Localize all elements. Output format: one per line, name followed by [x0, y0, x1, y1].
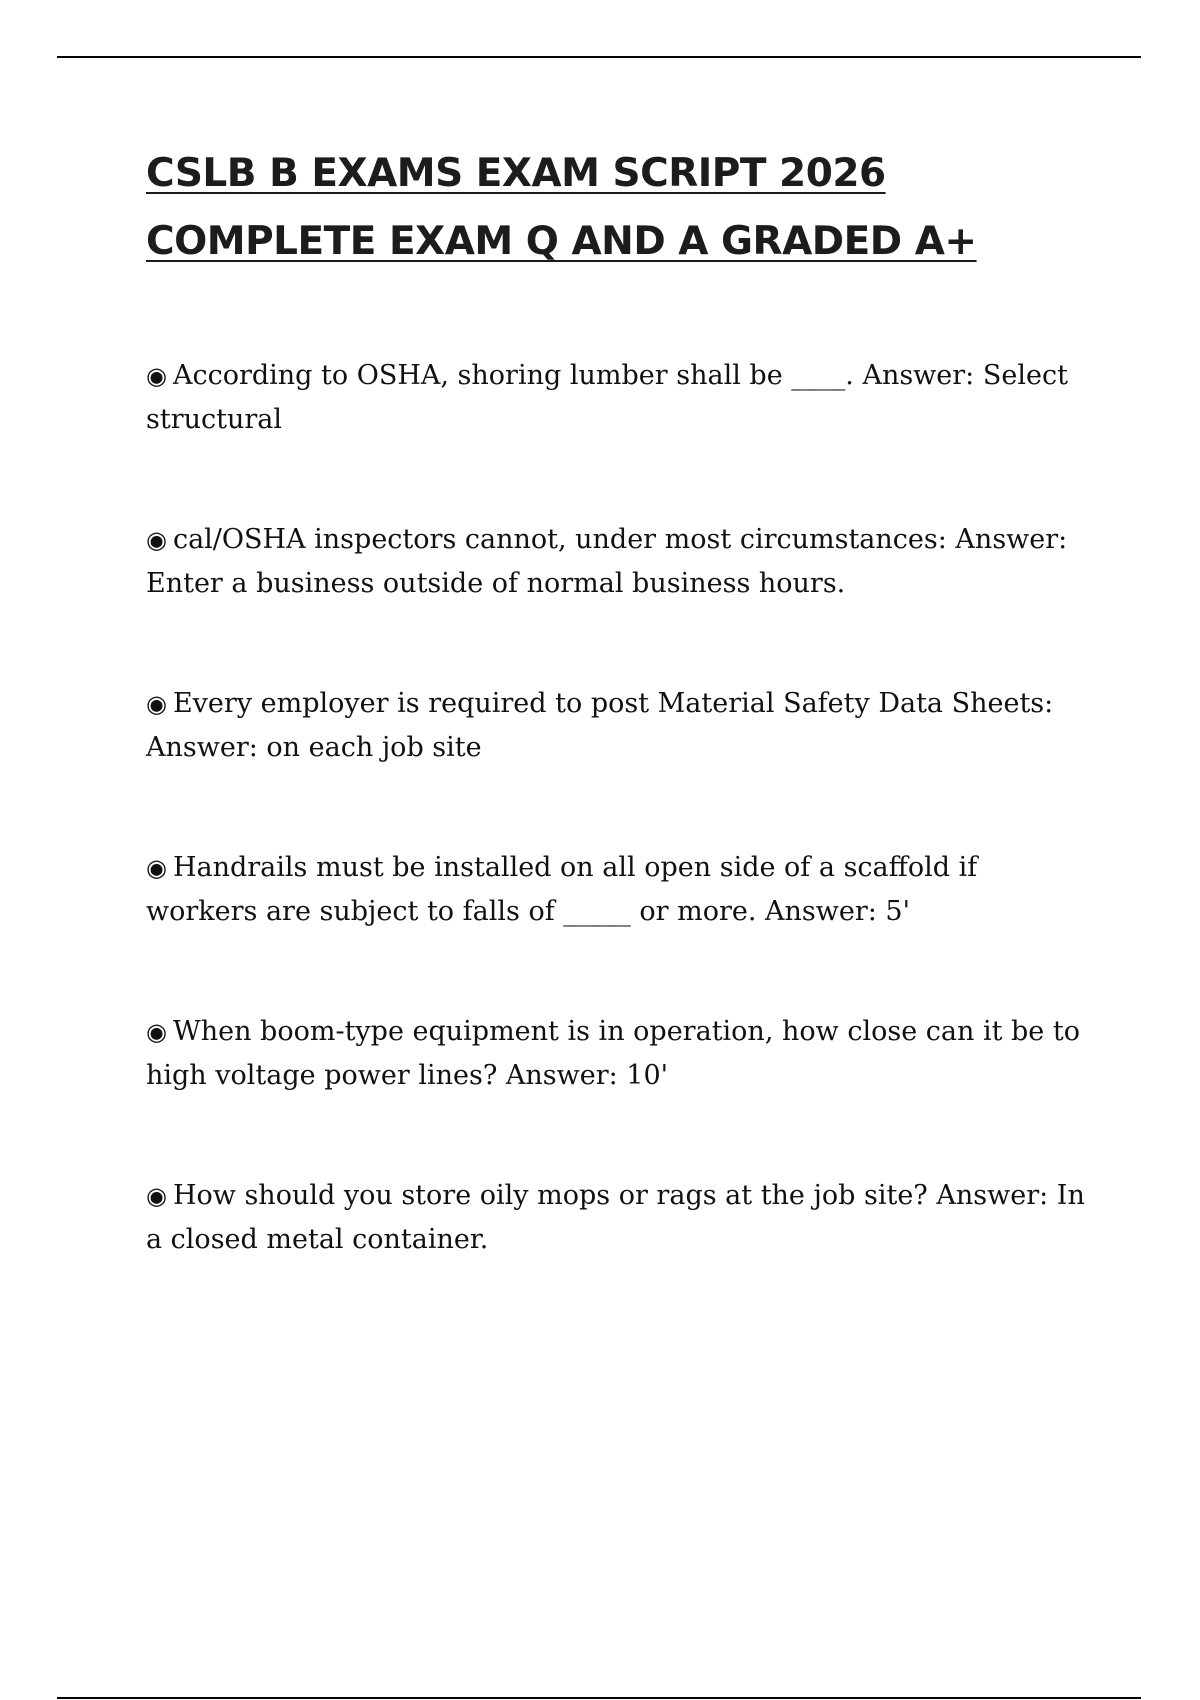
- bottom-rule: [57, 1697, 1141, 1699]
- radio-bullet-icon: ◉: [146, 526, 167, 554]
- title-line-2: COMPLETE EXAM Q AND A GRADED A+: [146, 219, 977, 264]
- qa-text: When boom-type equipment is in operation, how close can it be to high voltage power lines? Answer: 10': [146, 1016, 1080, 1091]
- radio-bullet-icon: ◉: [146, 854, 167, 882]
- radio-bullet-icon: ◉: [146, 1182, 167, 1210]
- qa-text: cal/OSHA inspectors cannot, under most circumstances: Answer: Enter a business outside of normal business hours.: [146, 524, 1068, 599]
- qa-item: [146, 354, 1096, 518]
- top-rule: [57, 56, 1141, 58]
- radio-bullet-icon: ◉: [146, 362, 167, 390]
- qa-item: [146, 682, 1096, 846]
- qa-text: Every employer is required to post Material Safety Data Sheets: Answer: on each job site: [146, 688, 1054, 763]
- radio-bullet-icon: ◉: [146, 1018, 167, 1046]
- qa-item: [146, 846, 1096, 1010]
- question-answer-list: [146, 354, 1096, 1338]
- qa-text: Handrails must be installed on all open side of a scaffold if workers are subject to falls of _____ or more. Answer: 5': [146, 852, 978, 927]
- radio-bullet-icon: ◉: [146, 690, 167, 718]
- qa-item: [146, 1010, 1096, 1174]
- title-line-1: CSLB B EXAMS EXAM SCRIPT 2026: [146, 151, 886, 196]
- qa-item: [146, 518, 1096, 682]
- qa-text: According to OSHA, shoring lumber shall be ____. Answer: Select structural: [146, 360, 1068, 435]
- document-title: [146, 140, 1106, 276]
- qa-text: How should you store oily mops or rags at the job site? Answer: In a closed metal container.: [146, 1180, 1085, 1255]
- qa-item: [146, 1174, 1096, 1338]
